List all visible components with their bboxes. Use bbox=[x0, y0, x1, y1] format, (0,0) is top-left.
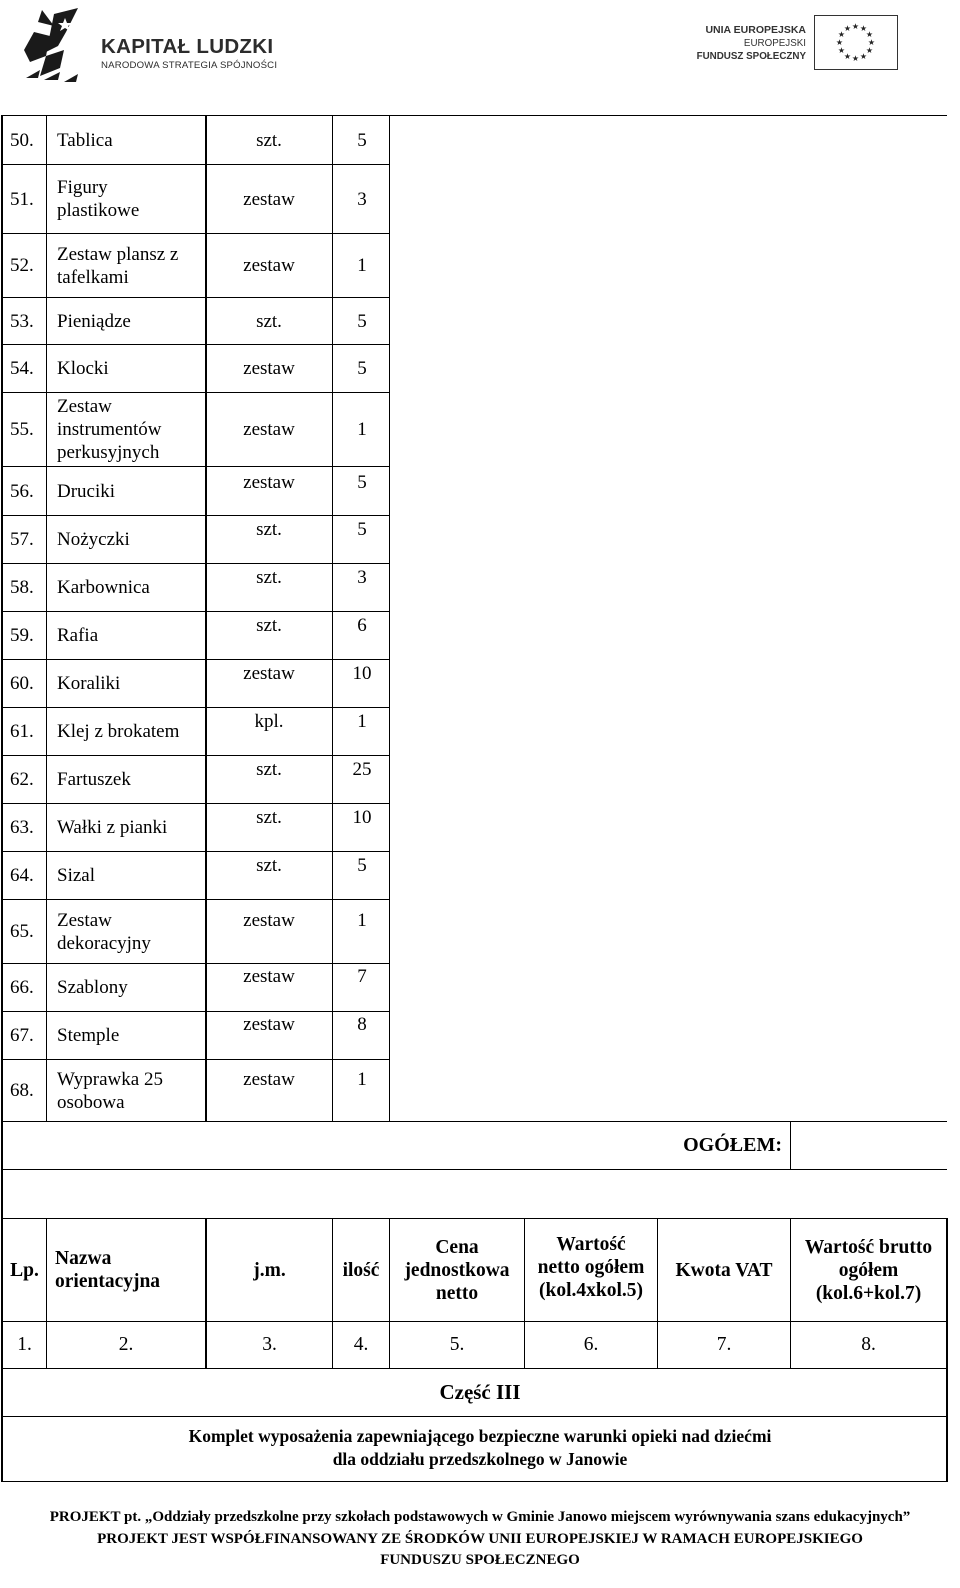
total-label: OGÓŁEM: bbox=[683, 1134, 782, 1156]
footer-line2: PROJEKT JEST WSPÓŁFINANSOWANY ZE ŚRODKÓW UNII EUROPEJSKIEJ W RAMACH EUROPEJSKIEGO bbox=[97, 1531, 863, 1547]
item-unit: szt. bbox=[256, 567, 282, 588]
item-lp: 68. bbox=[10, 1080, 34, 1101]
item-lp: 63. bbox=[10, 817, 34, 838]
col-header-name: Nazwa orientacyjna bbox=[55, 1248, 161, 1292]
item-lp: 57. bbox=[10, 529, 34, 550]
item-unit: szt. bbox=[256, 615, 282, 636]
item-qty: 5 bbox=[357, 519, 367, 540]
item-name: Wałki z pianki bbox=[57, 817, 168, 838]
item-unit: zestaw bbox=[243, 471, 295, 493]
item-lp: 52. bbox=[10, 255, 34, 276]
svg-text:★: ★ bbox=[865, 30, 874, 39]
item-lp: 54. bbox=[10, 358, 34, 379]
item-unit: zestaw bbox=[243, 358, 295, 379]
col-number: 1. bbox=[17, 1334, 32, 1355]
footer-line1: PROJEKT pt. „Oddziały przedszkolne przy szkołach podstawowych w Gminie Janowo miejscem wyrównywania szans edukacyjnych” bbox=[49, 1509, 911, 1525]
item-lp: 62. bbox=[10, 769, 34, 790]
item-unit: szt. bbox=[256, 519, 282, 540]
item-name: Szablony bbox=[57, 977, 128, 998]
svg-text:★: ★ bbox=[837, 30, 846, 39]
item-lp: 58. bbox=[10, 577, 34, 598]
item-name: Fartuszek bbox=[57, 769, 131, 790]
item-lp: 59. bbox=[10, 625, 34, 646]
section-description-line1: Komplet wyposażenia zapewniającego bezpieczne warunki opieki nad dziećmi bbox=[188, 1426, 772, 1446]
col-header-vat: Kwota VAT bbox=[675, 1259, 773, 1281]
item-unit: szt. bbox=[256, 807, 282, 828]
section-title: Część III bbox=[439, 1380, 521, 1404]
item-qty: 1 bbox=[357, 909, 367, 931]
item-qty: 5 bbox=[357, 855, 367, 876]
logo-right-line2: EUROPEJSKI bbox=[743, 38, 806, 49]
col-number: 7. bbox=[716, 1334, 732, 1355]
item-qty: 5 bbox=[357, 471, 367, 493]
item-unit: zestaw bbox=[243, 255, 295, 276]
item-name: Tablica bbox=[57, 129, 113, 151]
item-unit: zestaw bbox=[243, 909, 295, 931]
item-name: Pieniądze bbox=[57, 310, 131, 332]
item-name: Nożyczki bbox=[57, 529, 130, 550]
item-qty: 3 bbox=[357, 567, 367, 588]
item-name: Figury plastikowe bbox=[57, 177, 140, 221]
item-qty: 6 bbox=[357, 615, 367, 636]
col-number: 3. bbox=[262, 1334, 277, 1355]
item-qty: 5 bbox=[357, 310, 367, 332]
col-number: 5. bbox=[449, 1334, 465, 1355]
col-header-unit: j.m. bbox=[253, 1259, 286, 1281]
item-lp: 65. bbox=[10, 921, 34, 942]
item-lp: 51. bbox=[10, 188, 34, 210]
item-qty: 25 bbox=[352, 759, 372, 780]
svg-text:★: ★ bbox=[851, 22, 860, 31]
svg-text:★: ★ bbox=[859, 52, 868, 61]
item-qty: 5 bbox=[357, 129, 367, 151]
col-header-net-value-text: Wartość netto ogółem (kol.4xkol.5) bbox=[537, 1233, 645, 1301]
item-qty: 7 bbox=[357, 966, 367, 987]
item-name: Sizal bbox=[57, 865, 95, 886]
item-qty: 5 bbox=[357, 358, 367, 379]
item-unit: kpl. bbox=[254, 711, 284, 732]
item-lp: 53. bbox=[10, 310, 34, 332]
item-name: Klej z brokatem bbox=[57, 721, 180, 742]
logo-left-title: KAPITAŁ LUDZKI bbox=[101, 35, 274, 58]
item-qty: 10 bbox=[352, 663, 372, 684]
item-qty: 3 bbox=[357, 188, 367, 210]
item-lp: 55. bbox=[10, 419, 34, 440]
item-qty: 10 bbox=[352, 807, 372, 828]
eu-flag-icon bbox=[814, 15, 898, 70]
svg-text:★: ★ bbox=[865, 46, 874, 55]
item-unit: zestaw bbox=[243, 966, 295, 987]
logo-right-line1: UNIA EUROPEJSKA bbox=[705, 24, 806, 36]
item-unit: zestaw bbox=[243, 1014, 295, 1035]
col-header-price: Cena jednostkowa netto bbox=[404, 1236, 510, 1304]
item-name: Klocki bbox=[57, 358, 109, 379]
svg-text:★: ★ bbox=[867, 38, 876, 47]
section-description-line2: dla oddziału przedszkolnego w Janowie bbox=[332, 1449, 628, 1469]
item-unit: zestaw bbox=[243, 1069, 295, 1090]
logo-right-line3: FUNDUSZ SPOŁECZNY bbox=[696, 51, 806, 62]
item-name: Karbownica bbox=[57, 577, 150, 598]
col-header-lp: Lp. bbox=[10, 1259, 39, 1281]
col-number: 6. bbox=[583, 1334, 599, 1355]
item-lp: 67. bbox=[10, 1025, 34, 1046]
col-header-net-value bbox=[525, 1216, 657, 1318]
item-name: Koraliki bbox=[57, 673, 121, 694]
kapital-ludzki-logo bbox=[20, 6, 320, 90]
item-unit: szt. bbox=[256, 310, 282, 332]
item-lp: 60. bbox=[10, 673, 34, 694]
item-lp: 56. bbox=[10, 480, 34, 502]
item-name: Stemple bbox=[57, 1025, 120, 1046]
item-unit: zestaw bbox=[243, 188, 295, 210]
item-name: Rafia bbox=[57, 625, 99, 646]
item-unit: szt. bbox=[256, 129, 282, 151]
svg-text:★: ★ bbox=[843, 24, 852, 33]
item-lp: 66. bbox=[10, 977, 34, 998]
footer-line3: FUNDUSZU SPOŁECZNEGO bbox=[380, 1552, 580, 1568]
svg-text:★: ★ bbox=[837, 46, 846, 55]
item-unit: szt. bbox=[256, 759, 282, 780]
item-qty: 1 bbox=[357, 255, 367, 276]
svg-text:★: ★ bbox=[835, 38, 844, 47]
col-header-gross: Wartość brutto ogółem (kol.6+kol.7) bbox=[804, 1236, 933, 1304]
item-qty: 8 bbox=[357, 1014, 367, 1035]
svg-text:★: ★ bbox=[851, 54, 860, 63]
item-name: Druciki bbox=[57, 480, 116, 502]
item-qty: 1 bbox=[357, 419, 367, 440]
item-unit: szt. bbox=[256, 855, 282, 876]
col-number: 8. bbox=[861, 1334, 876, 1355]
col-header-qty: ilość bbox=[342, 1259, 380, 1281]
item-qty: 1 bbox=[357, 1069, 367, 1090]
item-name: Zestaw instrumentów perkusyjnych bbox=[57, 396, 162, 463]
svg-text:★: ★ bbox=[859, 24, 868, 33]
eu-logo bbox=[676, 14, 898, 72]
item-lp: 64. bbox=[10, 865, 34, 886]
col-number: 4. bbox=[353, 1334, 369, 1355]
col-number: 2. bbox=[118, 1334, 134, 1355]
kapital-ludzki-emblem-icon bbox=[20, 6, 84, 86]
item-name: Zestaw dekoracyjny bbox=[57, 909, 151, 954]
logo-left-subtitle: NARODOWA STRATEGIA SPÓJNOŚCI bbox=[101, 60, 278, 71]
item-lp: 61. bbox=[10, 721, 34, 742]
item-unit: zestaw bbox=[243, 419, 295, 440]
svg-text:★: ★ bbox=[843, 52, 852, 61]
item-lp: 50. bbox=[10, 129, 34, 151]
item-qty: 1 bbox=[357, 711, 367, 732]
item-unit: zestaw bbox=[243, 663, 295, 684]
item-name: Wyprawka 25 osobowa bbox=[57, 1068, 163, 1113]
item-name: Zestaw plansz z tafelkami bbox=[57, 243, 179, 288]
